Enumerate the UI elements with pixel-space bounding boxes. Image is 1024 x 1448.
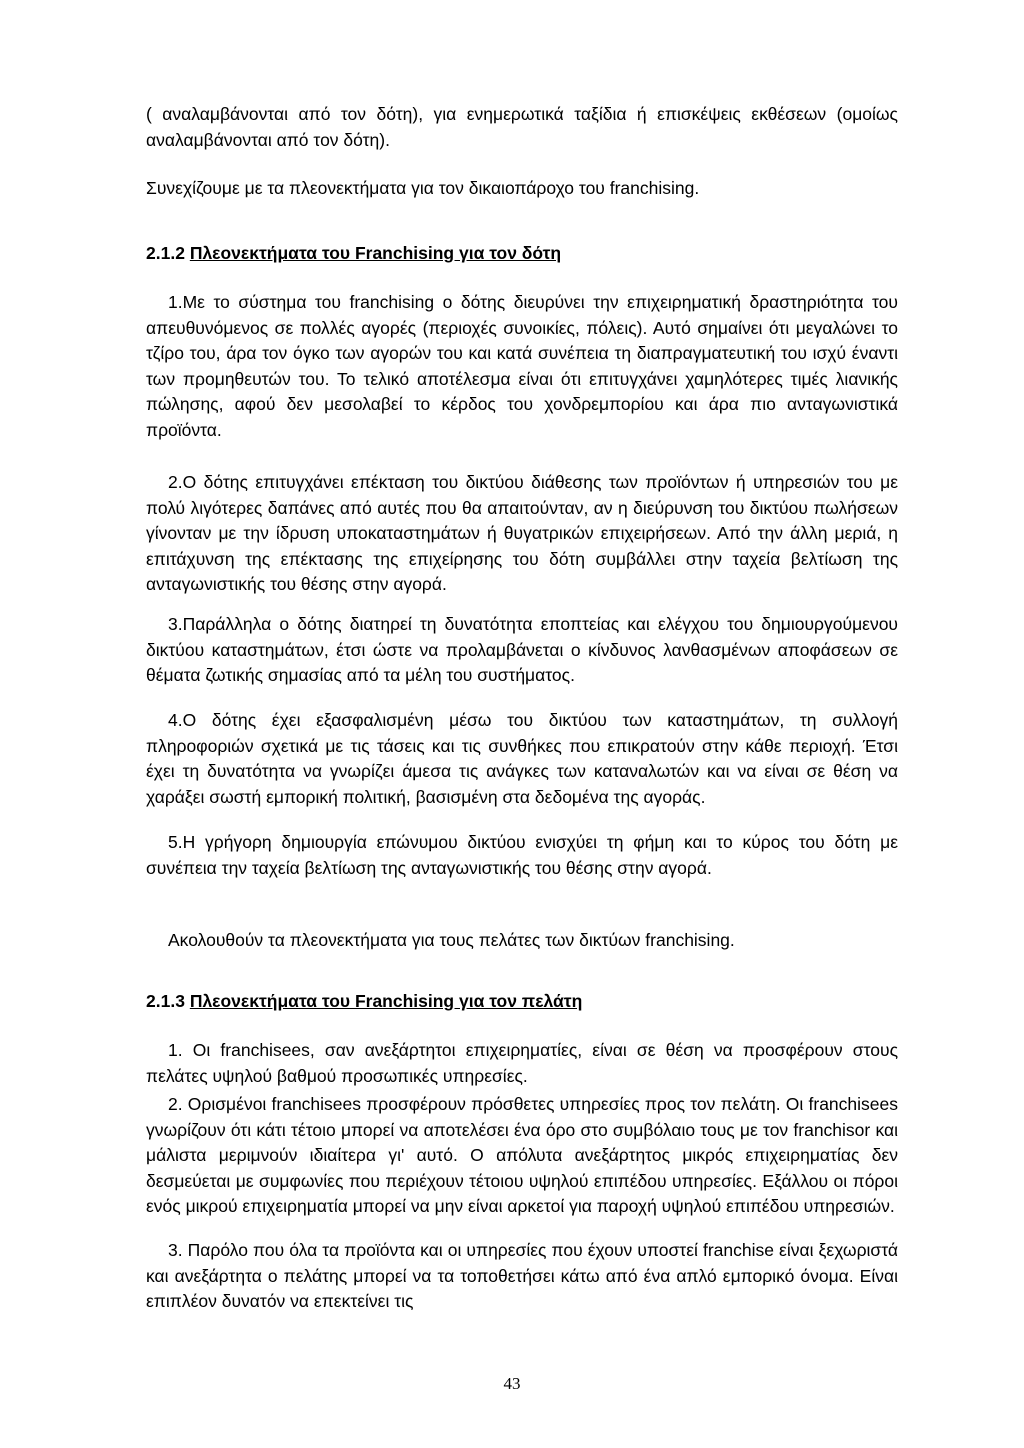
list-item: 1.Με το σύστημα του franchising ο δότης διευρύνει την επιχειρηματική δραστηριότητα του απευθυνόμενος σε πολλές αγορές (περιοχές συνοικίες, πόλεις). Αυτό σημαίνει ότι μεγαλώνει το τζίρο του, άρα τον όγκο των αγορών του και κατά συνέπεια τη διαπραγματευτική του ισχύ έναντι των προμηθευτών του. Το τελικό αποτέλεσμα είναι ότι επιτυγχάνει χαμηλότερες τιμές λιανικής πώλησης, αφού δεν μεσολαβεί το κέρδος του χονδρεμπορίου και άρα πιο ανταγωνιστικά προϊόντα. — [146, 292, 898, 440]
transition-sentence: Ακολουθούν τα πλεονεκτήματα για τους πελάτες των δικτύων franchising. — [168, 930, 735, 950]
list-item: 3.Παράλληλα ο δότης διατηρεί τη δυνατότητα εποπτείας και ελέγχου του δημιουργούμενου δικτύου καταστημάτων, έτσι ώστε να προλαμβάνεται ο κίνδυνος λανθασμένων αποφάσεων σε θέματα ζωτικής σημασίας από τα μέλη του συστήματος. — [146, 614, 898, 686]
list-item: 5.Η γρήγορη δημιουργία επώνυμου δικτύου ενισχύει τη φήμη και το κύρος του δότη με συνέπεια την ταχεία βελτίωση της ανταγωνιστικής του θέσης στην αγορά. — [146, 832, 898, 878]
section-title: Πλεονεκτήματα του Franchising για τον πελάτη — [189, 991, 583, 1011]
section-title: Πλεονεκτήματα του Franchising για τον δότη — [189, 243, 562, 263]
section-number: 2.1.3 — [146, 991, 185, 1011]
section-heading-2-1-2 — [146, 240, 898, 266]
list-item: 3. Παρόλο που όλα τα προϊόντα και οι υπηρεσίες που έχουν υποστεί franchise είναι ξεχωριστά και ανεξάρτητα ο πελάτης μπορεί να τα τοποθετήσει κάτω από ένα απλό εμπορικό όνομα. Είναι επιπλέον δυνατόν να επεκτείνει τις — [146, 1240, 898, 1312]
section-heading-2-1-3 — [146, 988, 898, 1014]
list-item: 2.Ο δότης επιτυγχάνει επέκταση του δικτύου διάθεσης των προϊόντων ή υπηρεσιών του με πολύ λιγότερες δαπάνες από αυτές που θα απαιτούνταν, αν η διεύρυνση του δικτύου πωλήσεων γίνονταν με την ίδρυση υποκαταστημάτων ή θυγατρικών επιχειρήσεων. Από την άλλη μεριά, η επιτάχυνση της επέκτασης της επιχείρησης του δότη συμβάλλει στην ταχεία βελτίωση της ανταγωνιστικής του θέσης στην αγορά. — [146, 472, 898, 595]
list-item: 2. Ορισμένοι franchisees προσφέρουν πρόσθετες υπηρεσίες προς τον πελάτη. Οι franchisees γνωρίζουν ότι κάτι τέτοιο μπορεί να αποτελέσει ένα όρο στο συμβόλαιο τους με τον franchisor και μάλιστα μεριμνούν ιδιαίτερα γι' αυτό. Ο απόλυτα ανεξάρτητος μικρός επιχειρηματίας δεν δεσμεύεται με συμφωνίες που περιέχουν τέτοιου υψηλού επιπέδου υπηρεσίες. Εξάλλου οι πόροι ενός μικρού επιχειρηματία μπορεί να μην είναι αρκετοί για παροχή υψηλού επιπέδου υπηρεσιών. — [146, 1094, 898, 1217]
list-item: 4.Ο δότης έχει εξασφαλισμένη μέσω του δικτύου των καταστημάτων, τη συλλογή πληροφοριών σχετικά με τις τάσεις και τις συνθήκες που επικρατούν στην κάθε περιοχή. Έτσι έχει τη δυνατότητα να γνωρίζει άμεσα τις ανάγκες των καταναλωτών και να είναι σε θέση να χαράξει σωστή εμπορική πολιτική, βασισμένη στα δεδομένα της αγοράς. — [146, 710, 898, 807]
intro-paragraph: ( αναλαμβάνονται από τον δότη), για ενημερωτικά ταξίδια ή επισκέψεις εκθέσεων (ομοίως αναλαμβάνονται από τον δότη). — [146, 104, 898, 150]
section-number: 2.1.2 — [146, 243, 185, 263]
continuation-sentence: Συνεχίζουμε με τα πλεονεκτήματα για τον δικαιοπάροχο του franchising. — [146, 178, 700, 198]
list-item: 1. Οι franchisees, σαν ανεξάρτητοι επιχειρηματίες, είναι σε θέση να προσφέρουν στους πελάτες υψηλού βαθμού προσωπικές υπηρεσίες. — [146, 1040, 898, 1086]
page-number: 43 — [503, 1374, 521, 1393]
